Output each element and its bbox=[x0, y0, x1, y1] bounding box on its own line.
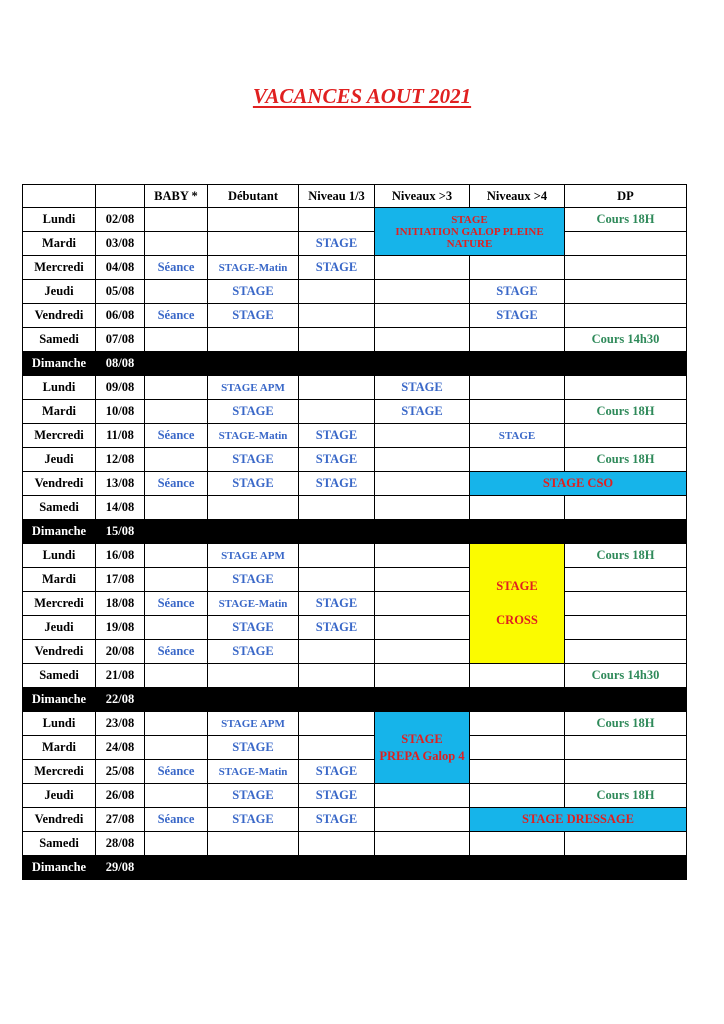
debutant-cell: STAGE-Matin bbox=[208, 424, 299, 448]
table-row bbox=[23, 592, 687, 616]
date-cell: 25/08 bbox=[96, 760, 145, 784]
dp-cell bbox=[565, 304, 687, 328]
day-cell: Vendredi bbox=[23, 640, 96, 664]
debutant-cell: STAGE bbox=[208, 304, 299, 328]
day-cell: Jeudi bbox=[23, 784, 96, 808]
niveau-1-3-cell: STAGE bbox=[299, 616, 375, 640]
table-row bbox=[23, 784, 687, 808]
niveaux-3-cell bbox=[375, 640, 470, 664]
dp-cell bbox=[565, 736, 687, 760]
table-row bbox=[23, 256, 687, 280]
day-cell: Samedi bbox=[23, 664, 96, 688]
date-cell: 24/08 bbox=[96, 736, 145, 760]
baby-cell bbox=[145, 832, 208, 856]
dp-cell: Cours 18H bbox=[565, 712, 687, 736]
stage-prepa-text: STAGE PREPA Galop 4 bbox=[379, 731, 465, 763]
niveau-1-3-cell: STAGE bbox=[299, 256, 375, 280]
niveau-1-3-cell bbox=[299, 640, 375, 664]
sunday-row bbox=[23, 520, 687, 544]
niveaux-4-cell bbox=[470, 448, 565, 472]
dp-cell bbox=[565, 376, 687, 400]
baby-cell: Séance bbox=[145, 424, 208, 448]
niveau-1-3-cell bbox=[299, 376, 375, 400]
niveaux-3-cell bbox=[375, 424, 470, 448]
niveau-1-3-cell: STAGE bbox=[299, 448, 375, 472]
baby-cell: Séance bbox=[145, 592, 208, 616]
dp-cell bbox=[565, 616, 687, 640]
baby-cell bbox=[145, 400, 208, 424]
day-cell: Mardi bbox=[23, 568, 96, 592]
table-row bbox=[23, 544, 687, 568]
day-cell: Dimanche bbox=[23, 520, 96, 544]
header-baby: BABY * bbox=[145, 185, 208, 208]
header-niveau-1-3: Niveau 1/3 bbox=[299, 185, 375, 208]
day-cell: Mercredi bbox=[23, 760, 96, 784]
table-row bbox=[23, 568, 687, 592]
baby-cell bbox=[145, 736, 208, 760]
date-cell: 28/08 bbox=[96, 832, 145, 856]
dp-cell bbox=[565, 568, 687, 592]
baby-cell bbox=[145, 232, 208, 256]
baby-cell: Séance bbox=[145, 760, 208, 784]
niveau-1-3-cell bbox=[299, 304, 375, 328]
day-cell: Dimanche bbox=[23, 352, 96, 376]
date-cell: 06/08 bbox=[96, 304, 145, 328]
date-cell: 03/08 bbox=[96, 232, 145, 256]
debutant-cell: STAGE bbox=[208, 472, 299, 496]
niveaux-4-cell bbox=[470, 712, 565, 736]
dp-cell bbox=[565, 232, 687, 256]
table-row bbox=[23, 424, 687, 448]
niveaux-3-cell: STAGE bbox=[375, 400, 470, 424]
niveau-1-3-cell: STAGE bbox=[299, 592, 375, 616]
sunday-fill bbox=[145, 520, 687, 544]
baby-cell: Séance bbox=[145, 808, 208, 832]
page-title: VACANCES AOUT 2021 bbox=[252, 84, 472, 108]
table-row bbox=[23, 640, 687, 664]
debutant-cell: STAGE-Matin bbox=[208, 592, 299, 616]
date-cell: 09/08 bbox=[96, 376, 145, 400]
baby-cell bbox=[145, 616, 208, 640]
day-cell: Samedi bbox=[23, 496, 96, 520]
baby-cell bbox=[145, 448, 208, 472]
sunday-row bbox=[23, 352, 687, 376]
debutant-cell bbox=[208, 328, 299, 352]
stage-dressage-block: STAGE DRESSAGE bbox=[470, 808, 687, 832]
niveaux-3-cell bbox=[375, 544, 470, 568]
niveau-1-3-cell: STAGE bbox=[299, 232, 375, 256]
date-cell: 11/08 bbox=[96, 424, 145, 448]
debutant-cell bbox=[208, 496, 299, 520]
day-cell: Lundi bbox=[23, 544, 96, 568]
debutant-cell: STAGE bbox=[208, 736, 299, 760]
niveaux-3-cell bbox=[375, 784, 470, 808]
niveaux-4-cell bbox=[470, 400, 565, 424]
niveau-1-3-cell: STAGE bbox=[299, 808, 375, 832]
niveaux-4-cell bbox=[470, 256, 565, 280]
date-cell: 17/08 bbox=[96, 568, 145, 592]
niveaux-3-cell bbox=[375, 808, 470, 832]
niveaux-3-cell bbox=[375, 832, 470, 856]
niveaux-3-cell bbox=[375, 448, 470, 472]
table-row bbox=[23, 472, 687, 496]
header-dp: DP bbox=[565, 185, 687, 208]
dp-cell bbox=[565, 496, 687, 520]
date-cell: 04/08 bbox=[96, 256, 145, 280]
date-cell: 21/08 bbox=[96, 664, 145, 688]
date-cell: 23/08 bbox=[96, 712, 145, 736]
dp-cell: Cours 18H bbox=[565, 784, 687, 808]
niveaux-3-cell bbox=[375, 592, 470, 616]
dp-cell: Cours 18H bbox=[565, 448, 687, 472]
table-row bbox=[23, 400, 687, 424]
niveaux-3-cell bbox=[375, 304, 470, 328]
date-cell: 19/08 bbox=[96, 616, 145, 640]
header-row bbox=[23, 185, 687, 208]
date-cell: 26/08 bbox=[96, 784, 145, 808]
baby-cell bbox=[145, 328, 208, 352]
table-row bbox=[23, 712, 687, 736]
day-cell: Dimanche bbox=[23, 856, 96, 880]
dp-cell bbox=[565, 256, 687, 280]
day-cell: Jeudi bbox=[23, 280, 96, 304]
table-row bbox=[23, 736, 687, 760]
day-cell: Mercredi bbox=[23, 256, 96, 280]
day-cell: Samedi bbox=[23, 832, 96, 856]
date-cell: 22/08 bbox=[96, 688, 145, 712]
day-cell: Lundi bbox=[23, 208, 96, 232]
niveaux-3-cell bbox=[375, 664, 470, 688]
header-debutant: Débutant bbox=[208, 185, 299, 208]
baby-cell bbox=[145, 712, 208, 736]
day-cell: Vendredi bbox=[23, 472, 96, 496]
niveaux-4-cell: STAGE bbox=[470, 280, 565, 304]
table-row bbox=[23, 232, 687, 256]
table-row bbox=[23, 832, 687, 856]
niveaux-4-cell bbox=[470, 496, 565, 520]
niveaux-4-cell bbox=[470, 784, 565, 808]
table-row bbox=[23, 448, 687, 472]
day-cell: Mardi bbox=[23, 400, 96, 424]
table-row bbox=[23, 496, 687, 520]
debutant-cell: STAGE bbox=[208, 784, 299, 808]
debutant-cell: STAGE bbox=[208, 400, 299, 424]
debutant-cell bbox=[208, 664, 299, 688]
niveau-1-3-cell bbox=[299, 280, 375, 304]
day-cell: Mercredi bbox=[23, 592, 96, 616]
date-cell: 29/08 bbox=[96, 856, 145, 880]
day-cell: Vendredi bbox=[23, 808, 96, 832]
table-row bbox=[23, 208, 687, 232]
debutant-cell: STAGE bbox=[208, 616, 299, 640]
day-cell: Mardi bbox=[23, 736, 96, 760]
day-cell: Lundi bbox=[23, 712, 96, 736]
sunday-fill bbox=[145, 688, 687, 712]
niveaux-3-cell bbox=[375, 496, 470, 520]
table-row bbox=[23, 328, 687, 352]
day-cell: Jeudi bbox=[23, 448, 96, 472]
date-cell: 02/08 bbox=[96, 208, 145, 232]
niveaux-4-cell bbox=[470, 328, 565, 352]
date-cell: 12/08 bbox=[96, 448, 145, 472]
table-row bbox=[23, 664, 687, 688]
schedule-table bbox=[22, 184, 687, 880]
niveaux-3-cell bbox=[375, 328, 470, 352]
day-cell: Mercredi bbox=[23, 424, 96, 448]
niveau-1-3-cell bbox=[299, 832, 375, 856]
niveau-1-3-cell: STAGE bbox=[299, 472, 375, 496]
niveau-1-3-cell: STAGE bbox=[299, 784, 375, 808]
sunday-fill bbox=[145, 856, 687, 880]
debutant-cell: STAGE APM bbox=[208, 376, 299, 400]
dp-cell bbox=[565, 424, 687, 448]
date-cell: 14/08 bbox=[96, 496, 145, 520]
baby-cell bbox=[145, 544, 208, 568]
baby-cell bbox=[145, 280, 208, 304]
debutant-cell: STAGE bbox=[208, 280, 299, 304]
table-row bbox=[23, 760, 687, 784]
niveaux-4-cell bbox=[470, 832, 565, 856]
niveau-1-3-cell bbox=[299, 544, 375, 568]
niveau-1-3-cell bbox=[299, 328, 375, 352]
sunday-row bbox=[23, 856, 687, 880]
debutant-cell: STAGE bbox=[208, 640, 299, 664]
debutant-cell bbox=[208, 232, 299, 256]
baby-cell bbox=[145, 568, 208, 592]
debutant-cell: STAGE APM bbox=[208, 712, 299, 736]
date-cell: 13/08 bbox=[96, 472, 145, 496]
date-cell: 18/08 bbox=[96, 592, 145, 616]
niveaux-4-cell: STAGE bbox=[470, 424, 565, 448]
stage-cross-block bbox=[470, 544, 565, 664]
niveaux-4-cell bbox=[470, 760, 565, 784]
sunday-row bbox=[23, 688, 687, 712]
dp-cell: Cours 14h30 bbox=[565, 328, 687, 352]
debutant-cell: STAGE APM bbox=[208, 544, 299, 568]
debutant-cell bbox=[208, 208, 299, 232]
header-niveaux-3: Niveaux >3 bbox=[375, 185, 470, 208]
baby-cell bbox=[145, 376, 208, 400]
table-row bbox=[23, 616, 687, 640]
debutant-cell bbox=[208, 832, 299, 856]
stage-initiation-text: STAGE INITIATION GALOP PLEINE NATURE bbox=[395, 213, 544, 250]
niveaux-4-cell bbox=[470, 664, 565, 688]
niveaux-3-cell: STAGE bbox=[375, 376, 470, 400]
dp-cell bbox=[565, 760, 687, 784]
niveaux-3-cell bbox=[375, 280, 470, 304]
debutant-cell: STAGE-Matin bbox=[208, 760, 299, 784]
debutant-cell: STAGE bbox=[208, 808, 299, 832]
baby-cell bbox=[145, 784, 208, 808]
dp-cell: Cours 18H bbox=[565, 208, 687, 232]
stage-cso-block: STAGE CSO bbox=[470, 472, 687, 496]
date-cell: 27/08 bbox=[96, 808, 145, 832]
date-cell: 05/08 bbox=[96, 280, 145, 304]
dp-cell: Cours 18H bbox=[565, 400, 687, 424]
debutant-cell: STAGE bbox=[208, 448, 299, 472]
date-cell: 15/08 bbox=[96, 520, 145, 544]
niveaux-3-cell bbox=[375, 568, 470, 592]
date-cell: 10/08 bbox=[96, 400, 145, 424]
debutant-cell: STAGE bbox=[208, 568, 299, 592]
header-day bbox=[23, 185, 96, 208]
day-cell: Vendredi bbox=[23, 304, 96, 328]
niveau-1-3-cell: STAGE bbox=[299, 760, 375, 784]
dp-cell bbox=[565, 832, 687, 856]
dp-cell: Cours 14h30 bbox=[565, 664, 687, 688]
debutant-cell: STAGE-Matin bbox=[208, 256, 299, 280]
niveau-1-3-cell bbox=[299, 568, 375, 592]
day-cell: Dimanche bbox=[23, 688, 96, 712]
niveau-1-3-cell bbox=[299, 208, 375, 232]
table-row bbox=[23, 376, 687, 400]
table-row bbox=[23, 280, 687, 304]
stage-cross-text: STAGE CROSS bbox=[496, 579, 538, 627]
day-cell: Jeudi bbox=[23, 616, 96, 640]
date-cell: 16/08 bbox=[96, 544, 145, 568]
baby-cell bbox=[145, 208, 208, 232]
table-row bbox=[23, 304, 687, 328]
date-cell: 07/08 bbox=[96, 328, 145, 352]
niveau-1-3-cell bbox=[299, 400, 375, 424]
day-cell: Lundi bbox=[23, 376, 96, 400]
day-cell: Samedi bbox=[23, 328, 96, 352]
day-cell: Mardi bbox=[23, 232, 96, 256]
niveau-1-3-cell bbox=[299, 496, 375, 520]
dp-cell bbox=[565, 592, 687, 616]
baby-cell: Séance bbox=[145, 472, 208, 496]
sunday-fill bbox=[145, 352, 687, 376]
header-niveaux-4: Niveaux >4 bbox=[470, 185, 565, 208]
table-row bbox=[23, 808, 687, 832]
baby-cell bbox=[145, 496, 208, 520]
date-cell: 20/08 bbox=[96, 640, 145, 664]
baby-cell bbox=[145, 664, 208, 688]
dp-cell bbox=[565, 280, 687, 304]
niveau-1-3-cell bbox=[299, 736, 375, 760]
stage-prepa-block bbox=[375, 712, 470, 784]
date-cell: 08/08 bbox=[96, 352, 145, 376]
baby-cell: Séance bbox=[145, 256, 208, 280]
niveaux-4-cell: STAGE bbox=[470, 304, 565, 328]
niveaux-3-cell bbox=[375, 616, 470, 640]
niveaux-3-cell bbox=[375, 256, 470, 280]
header-date bbox=[96, 185, 145, 208]
niveau-1-3-cell bbox=[299, 664, 375, 688]
baby-cell: Séance bbox=[145, 304, 208, 328]
niveau-1-3-cell bbox=[299, 712, 375, 736]
niveau-1-3-cell: STAGE bbox=[299, 424, 375, 448]
dp-cell bbox=[565, 640, 687, 664]
dp-cell: Cours 18H bbox=[565, 544, 687, 568]
niveaux-4-cell bbox=[470, 736, 565, 760]
stage-initiation-block bbox=[375, 208, 565, 256]
niveaux-3-cell bbox=[375, 472, 470, 496]
baby-cell: Séance bbox=[145, 640, 208, 664]
niveaux-4-cell bbox=[470, 376, 565, 400]
